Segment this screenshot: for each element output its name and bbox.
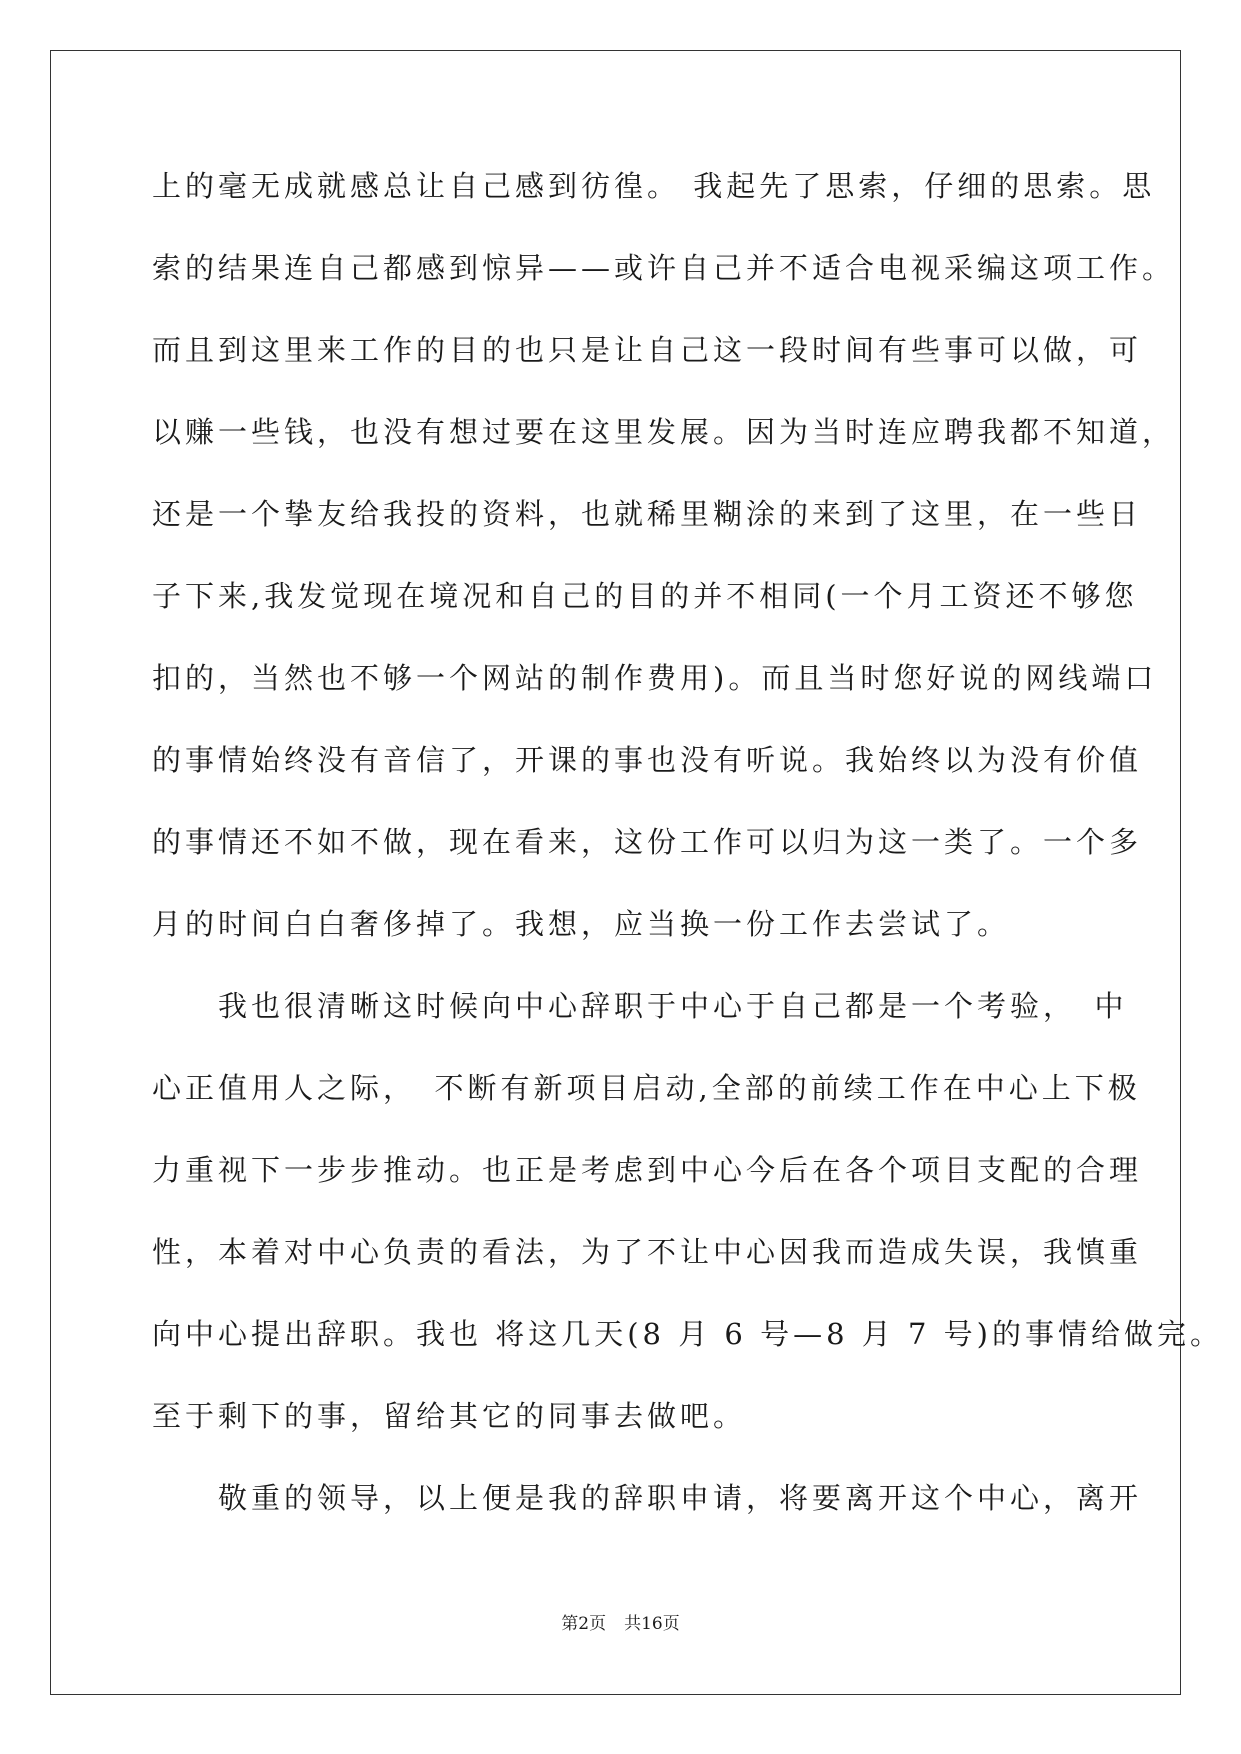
text-line: 还是一个挚友给我投的资料，也就稀里糊涂的来到了这里，在一些日 <box>152 497 1143 531</box>
text-line: 心正值用人之际， 不断有新项目启动,全部的前续工作在中心上下极 <box>152 1071 1141 1105</box>
text-line: 上的毫无成就感总让自己感到彷徨。 我起先了思索，仔细的思索。思 <box>152 169 1156 203</box>
document-body <box>152 156 1223 1550</box>
text-line: 而且到这里来工作的目的也只是让自己这一段时间有些事可以做，可 <box>152 333 1143 367</box>
page-total: 共16页 <box>624 1614 680 1634</box>
text-line: 月的时间白白奢侈掉了。我想，应当换一份工作去尝试了。 <box>152 907 1011 941</box>
text-line: 扣的，当然也不够一个网站的制作费用)。而且当时您好说的网线端口 <box>152 661 1158 695</box>
text-line: 索的结果连自己都感到惊异——或许自己并不适合电视采编这项工作。 <box>152 251 1176 285</box>
text-line: 的事情还不如不做，现在看来，这份工作可以归为这一类了。一个多 <box>152 825 1143 859</box>
text-line: 向中心提出辞职。我也 将这几天(8 月 6 号—8 月 7 号)的事情给做完。 <box>152 1317 1223 1351</box>
text-line: 敬重的领导，以上便是我的辞职申请，将要离开这个中心，离开 <box>152 1481 1143 1515</box>
page-number: 第2页 <box>561 1614 607 1634</box>
page-footer <box>0 1612 1241 1636</box>
text-line: 至于剩下的事，留给其它的同事去做吧。 <box>152 1399 747 1433</box>
text-line: 我也很清晰这时候向中心辞职于中心于自己都是一个考验， 中 <box>152 989 1128 1023</box>
text-line: 性，本着对中心负责的看法，为了不让中心因我而造成失误，我慎重 <box>152 1235 1143 1269</box>
text-line: 以赚一些钱，也没有想过要在这里发展。因为当时连应聘我都不知道， <box>152 415 1176 449</box>
text-line: 的事情始终没有音信了，开课的事也没有听说。我始终以为没有价值 <box>152 743 1143 777</box>
text-line: 力重视下一步步推动。也正是考虑到中心今后在各个项目支配的合理 <box>152 1153 1143 1187</box>
text-line: 子下来,我发觉现在境况和自己的目的并不相同(一个月工资还不够您 <box>152 579 1138 613</box>
